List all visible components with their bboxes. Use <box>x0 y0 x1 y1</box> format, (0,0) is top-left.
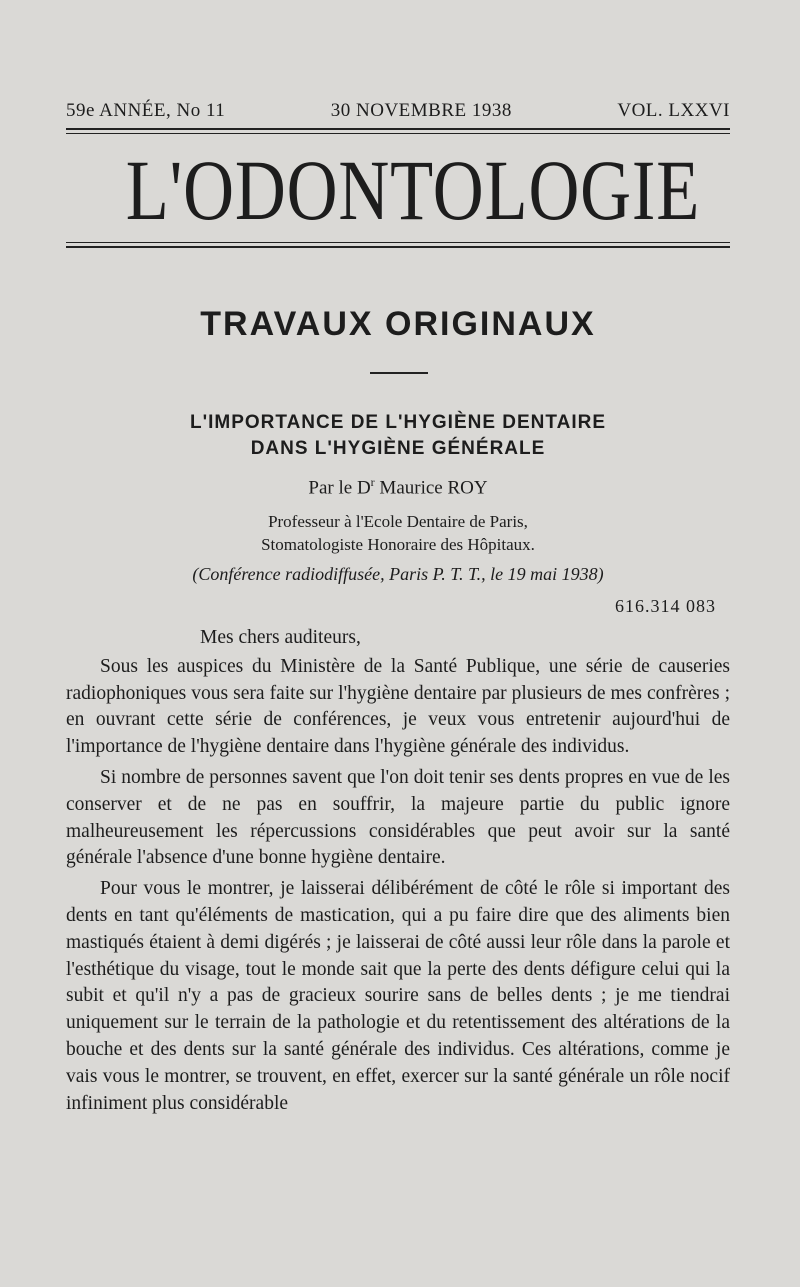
author-byline: Par le $D^r$ Maurice ROY <box>308 475 488 499</box>
bottom-rule-thick <box>66 246 730 248</box>
top-rule-thin <box>66 133 730 134</box>
article-title <box>66 410 730 462</box>
issue-number: 59e ANNÉE, No 11 <box>66 100 226 121</box>
volume-number: VOL. LXXVI <box>617 100 730 121</box>
issue-date: 30 NOVEMBRE 1938 <box>330 100 512 121</box>
article-title-line-1: L'IMPORTANCE DE L'HYGIÈNE DENTAIRE <box>189 412 606 433</box>
top-rule-thick <box>66 128 730 130</box>
paragraph: Sous les auspices du Ministère de la Santé Publique, une série de causeries radiophoniques vous sera faite sur l'hygiène dentaire par plusieurs de mes confrères ; en ouvrant cette série de conférences, je veux vous entretenir aujourd'hui de l'importance de l'hygiène dentaire dans l'hygiène générale des individus. <box>66 655 730 758</box>
article-title-line-2: DANS L'HYGIÈNE GÉNÉRALE <box>250 438 546 459</box>
author-affiliation: Professeur à l'Ecole Dentaire de Paris, Stomatologiste Honoraire des Hôpitaux. <box>261 512 535 554</box>
running-header <box>66 100 730 122</box>
bottom-rule-thin <box>66 242 730 243</box>
salutation: Mes chers auditeurs, <box>200 627 361 648</box>
section-divider <box>370 372 428 374</box>
classification-number: 616.314 083 <box>615 596 716 616</box>
conference-note: (Conférence radiodiffusée, Paris P. T. T., le 19 mai 1938) <box>192 564 604 584</box>
paragraph: Pour vous le montrer, je laisserai délibérément de côté le rôle si important des dents en tant qu'éléments de mastication, qui a pu faire dire que des aliments bien mastiqués étaient à demi digérés ; je laisserai de côté aussi leur rôle dans la parole et l'esthétique du visage, tout le monde sait que la perte des dents défigure celui qui la subit et qu'il n'y a pas de gracieux sourire sans de belles dents ; je me tiendrai uniquement sur le terrain de la pathologie et du retentissement des altérations de la bouche et des dents sur la santé générale des individus. Ces altérations, comme je vais vous le montrer, se trouvent, en effet, exercer sur la santé générale un rôle nocif infiniment plus considérable <box>66 878 730 1114</box>
section-title: TRAVAUX ORIGINAUX <box>200 305 596 343</box>
article-body <box>66 625 730 1121</box>
journal-title: L'ODONTOLOGIE <box>125 142 701 238</box>
paragraph: Si nombre de personnes savent que l'on doit tenir ses dents propres en vue de les conserver et de ne pas en souffrir, la majeure partie du public ignore malheureusement les répercussions considérables que peut avoir sur la santé générale l'absence d'une bonne hygiène dentaire. <box>66 766 730 869</box>
